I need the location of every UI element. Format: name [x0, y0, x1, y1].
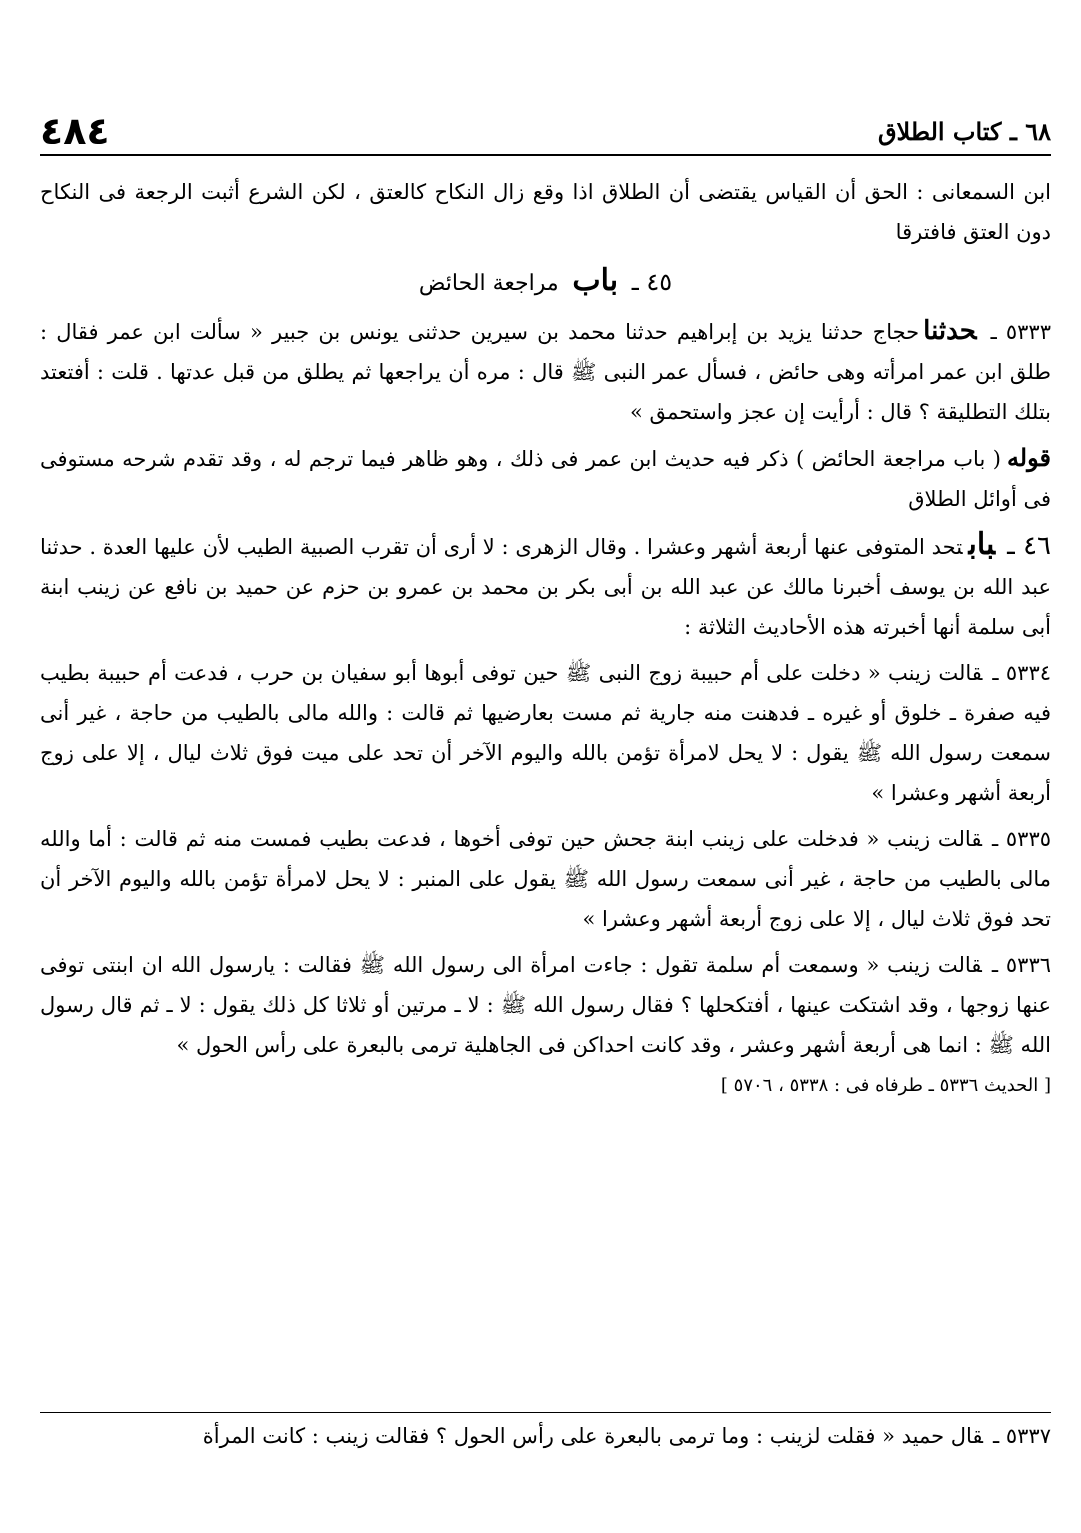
commentary-paragraph	[40, 438, 1051, 519]
qawluhu-word: قوله	[1006, 443, 1051, 472]
hadith-text: قالت زينب « دخلت على أم حبيبة زوج النبى ﷺ حين توفى أبوها أبو سفيان بن حرب ، فدعت أم حبيبة بطيب فيه صفرة ـ خلوق أو غيره ـ فدهنت منه جارية ثم مست بعارضيها ثم قالت : والله مالى بالطيب من حاجة ، غير أنى سمعت رسول الله ﷺ يقول : لا يحل لامرأة تؤمن بالله واليوم الآخر أن تحد على ميت فوق ثلاث ليال ، إلا على زوج أربعة أشهر وعشرا »	[40, 661, 1051, 805]
chapter-title: مراجعة الحائض	[418, 271, 559, 296]
hadith-reference: [ الحديث ٥٣٣٦ ـ طرفاه فى : ٥٣٣٨ ، ٥٧٠٦ ]	[720, 1075, 1051, 1096]
chapter-heading-46	[40, 525, 1051, 647]
chapter-heading-45	[40, 258, 1051, 307]
chapter-number: ٤٥ ـ	[631, 268, 673, 296]
page-header	[40, 108, 1051, 156]
hadith-text: قال حميد « فقلت لزينب : وما ترمى بالبعرة على رأس الحول ؟ فقالت زينب : كانت المرأة	[202, 1424, 984, 1448]
chapter-text: تحد المتوفى عنها أربعة أشهر وعشرا . وقال الزهرى : لا أرى أن تقرب الصبية الطيب لأن عليها العدة . حدثنا عبد الله بن يوسف أخبرنا مالك عن عبد الله بن أبى بكر بن محمد بن عمرو بن حزم عن حميد بن نافع عن زينب ابنة أبى سلمة أنها أخبرته هذه الأحاديث الثلاثة :	[40, 535, 1051, 639]
hadith-5334	[40, 653, 1051, 813]
hadith-number: ٥٣٣٦ ـ	[991, 953, 1052, 977]
hadith-5336	[40, 945, 1051, 1065]
chapter-number: ٤٦ ـ	[1007, 531, 1051, 561]
page-number: ٤٨٤	[40, 109, 110, 153]
intro-paragraph: ابن السمعانى : الحق أن القياس يقتضى أن الطلاق اذا وقع زال النكاح كالعتق ، لكن الشرع أثبت الرجعة فى النكاح دون العتق فافترقا	[40, 180, 1051, 244]
hadith-number: ٥٣٣٥ ـ	[991, 827, 1052, 851]
haddathana-word: حدثنا	[923, 316, 977, 346]
hadith-5333	[40, 311, 1051, 432]
running-title: ٦٨ ـ كتاب الطلاق	[877, 117, 1051, 146]
hadith-number: ٥٣٣٧ ـ	[993, 1424, 1051, 1448]
hadith-text: قالت زينب « وسمعت أم سلمة تقول : جاءت امرأة الى رسول الله ﷺ فقالت : يارسول الله ان ابنتى توفى عنها زوجها ، وقد اشتكت عينها ، أفتكحلها ؟ فقال رسول الله ﷺ : لا ـ مرتين أو ثلاثا كل ذلك يقول : لا ـ ثم قال رسول الله ﷺ : انما هى أربعة أشهر وعشر ، وقد كانت احداكن فى الجاهلية ترمى بالبعرة على رأس الحول »	[40, 953, 1051, 1057]
hadith-number: ٥٣٣٤ ـ	[992, 661, 1052, 685]
commentary-text: ( باب مراجعة الحائض ) ذكر فيه حديث ابن عمر فى ذلك ، وهو ظاهر فيما ترجم له ، وقد تقدم شرحه مستوفى فى أوائل الطلاق	[40, 447, 1051, 511]
bab-word: باب	[968, 527, 996, 562]
page-body	[40, 172, 1051, 1105]
hadith-5337	[40, 1412, 1051, 1455]
hadith-number: ٥٣٣٣ ـ	[990, 320, 1051, 344]
bab-word: باب	[572, 263, 619, 298]
hadith-text: حجاج حدثنا يزيد بن إبراهيم حدثنا محمد بن سيرين حدثنى يونس بن جبير « سألت ابن عمر فقال : طلق ابن عمر امرأته وهى حائض ، فسأل عمر النبى ﷺ قال : مره أن يراجعها ثم يطلق من قبل عدتها . قلت : أفتعتد بتلك التطليقة ؟ قال : أرأيت إن عجز واستحمق »	[40, 320, 1051, 424]
hadith-text: قالت زينب « فدخلت على زينب ابنة جحش حين توفى أخوها ، فدعت بطيب فمست منه ثم قالت : أما والله مالى بالطيب من حاجة ، غير أنى سمعت رسول الله ﷺ يقول على المنبر : لا يحل لامرأة تؤمن بالله واليوم الآخر أن تحد فوق ثلاث ليال ، إلا على زوج أربعة أشهر وعشرا »	[40, 827, 1051, 931]
hadith-5335	[40, 819, 1051, 939]
